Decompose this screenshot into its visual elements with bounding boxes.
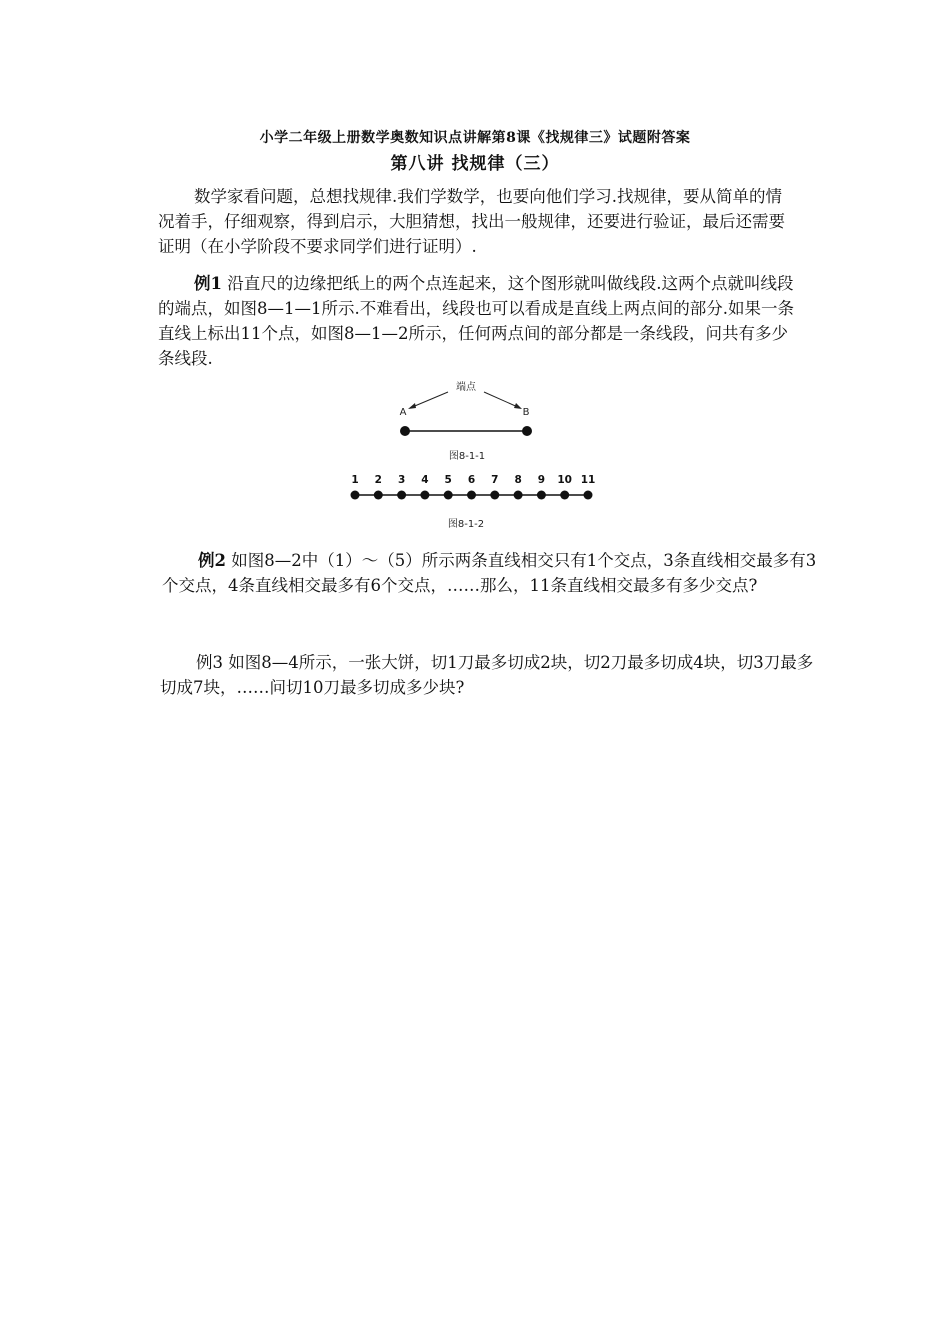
example-1-label: 例1 — [194, 274, 222, 293]
point-label-2: 2 — [374, 474, 382, 486]
point-b-label: B — [522, 407, 530, 418]
example-1-paragraph — [158, 271, 798, 371]
point-dot-1 — [351, 491, 360, 500]
point-a-label: A — [399, 407, 407, 418]
example-1-text: 沿直尺的边缘把纸上的两个点连起来，这个图形就叫做线段.这两个点就叫线段的端点，如图8—1—1所示.不难看出，线段也可以看成是直线上两点间的部分.如果一条直线上标出11个点，如图8—1—2所示，任何两点间的部分都是一条线段，问共有多少条线段. — [158, 274, 794, 368]
caption-8-1-2: 图8-1-2 — [447, 519, 485, 530]
endpoint-label: 端点 — [456, 382, 476, 393]
point-dot-11 — [584, 491, 593, 500]
point-dot-10 — [560, 491, 569, 500]
point-label-8: 8 — [514, 474, 522, 486]
intro-paragraph — [158, 184, 798, 259]
point-label-1: 1 — [351, 474, 359, 486]
arrow-head-a-icon — [408, 403, 416, 409]
lecture-title: 第八讲 找规律（三） — [390, 154, 560, 174]
arrow-to-a — [410, 392, 448, 408]
point-dot-8 — [514, 491, 523, 500]
point-label-7: 7 — [491, 474, 499, 486]
point-dot-2 — [374, 491, 383, 500]
point-label-6: 6 — [467, 474, 476, 486]
endpoint-a-dot — [400, 426, 410, 436]
endpoint-b-dot — [522, 426, 532, 436]
point-dot-7 — [490, 491, 499, 500]
point-label-11: 11 — [580, 474, 596, 486]
arrow-to-b — [484, 392, 520, 408]
example-2-text: 如图8—2中（1）～（5）所示两条直线相交只有1个交点，3条直线相交最多有3个交点，4条直线相交最多有6个交点，……那么，11条直线相交最多有多少交点? — [162, 551, 817, 595]
point-label-4: 4 — [421, 474, 429, 486]
point-dot-5 — [444, 491, 453, 500]
point-label-3: 3 — [397, 474, 406, 486]
point-label-5: 5 — [444, 474, 452, 486]
example-2-label: 例2 — [198, 551, 226, 570]
example-2-paragraph — [162, 548, 832, 598]
figure-line-segments — [0, 370, 950, 540]
caption-8-1-1: 图8-1-1 — [448, 451, 486, 462]
example-3-paragraph — [160, 650, 820, 700]
point-label-10: 10 — [557, 474, 573, 486]
intro-text: 数学家看问题，总想找规律.我们学数学，也要向他们学习.找规律，要从简单的情况着手，仔细观察，得到启示，大胆猜想，找出一般规律，还要进行验证，最后还需要证明（在小学阶段不要求同学们进行证明）. — [158, 187, 785, 256]
example-3-text: 例3 如图8—4所示，一张大饼，切1刀最多切成2块，切2刀最多切成4块，切3刀最多切成7块，……问切10刀最多切成多少块? — [160, 653, 814, 697]
point-label-9: 9 — [537, 474, 546, 486]
point-dot-4 — [420, 491, 429, 500]
document-title: 小学二年级上册数学奥数知识点讲解第8课《找规律三》试题附答案 — [259, 130, 691, 146]
figure-8-1-1 — [400, 380, 532, 462]
point-dot-6 — [467, 491, 476, 500]
figure-8-1-2 — [351, 474, 596, 530]
point-dot-3 — [397, 491, 406, 500]
point-dot-9 — [537, 491, 546, 500]
arrow-head-b-icon — [514, 403, 522, 409]
